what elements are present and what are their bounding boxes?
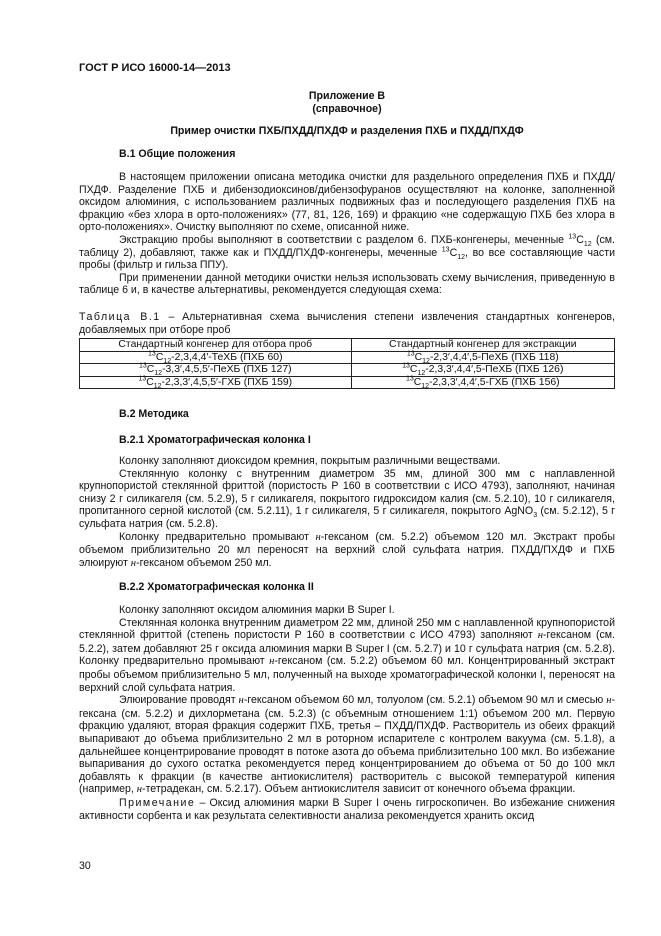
- appendix-type: (справочное): [312, 103, 382, 115]
- section-b1-heading: В.1 Общие положения: [119, 148, 236, 160]
- appendix-label: Приложение В: [308, 90, 386, 102]
- table-caption-label: Таблица В.1: [79, 311, 161, 323]
- table-caption-text: – Альтернативная схема вычисления степени извлечения стандартных конгенеров, добавляемых при отборе проб: [79, 311, 615, 336]
- table-b1: [79, 338, 615, 389]
- table-cell: $^{13}C_{12}-2,3,3',4,4',5$-ГХБ (ПХБ 156): [351, 376, 614, 389]
- section-b2-heading: В.2 Методика: [119, 408, 189, 420]
- appendix-title: Пример очистки ПХБ/ПХДД/ПХДФ и разделения ПХБ и ПХДД/ПХДФ: [170, 125, 524, 137]
- section-b1: [79, 148, 615, 161]
- note-paragraph: [79, 797, 615, 822]
- page-number: 30: [79, 860, 91, 872]
- standard-header: ГОСТ Р ИСО 16000-14—2013: [79, 62, 231, 74]
- paragraph-column2-setup: Стеклянная колонка внутренним диаметром 22 мм, длиной 250 мм с наплавленной крупнопористой стеклянной фриттой (степень пористости P 160 в соответствии с ИСО 4793) заполняют н-гексаном (см. 5.2.2), затем добавляют 25 г оксида алюминия марки B Super I (см. 5.2.7) и 10 г сульфата натрия (см. 5.2.8). Колонку предварительно промывают н-гексаном (см. 5.2.2) объемом 60 мл. Концентрированный экстракт пробы объемом приблизительно 5 мл, полученный на выходе хроматографической колонки I, переносят на верхний слой сульфата натрия.: [79, 616, 615, 694]
- table-cell: $^{13}C_{12}-2,3,3',4,4',5$-ПеХБ (ПХБ 126): [351, 364, 614, 377]
- section-b22-heading: В.2.2 Хроматографическая колонка II: [119, 581, 314, 593]
- section-b22-body: [79, 604, 615, 822]
- paragraph-column2-fill: Колонку заполняют оксидом алюминия марки B Super I.: [119, 604, 395, 616]
- table-cell: $^{13}C_{12}-2,3,3',4,5,5'$-ГХБ (ПХБ 159): [80, 376, 352, 389]
- table-cell: $^{13}C_{12}-3,3',4,5,5'$-ПеХБ (ПХБ 127): [80, 364, 352, 377]
- section-b21-body: [79, 455, 615, 570]
- table-row: [80, 364, 615, 377]
- table-cell: $^{13}C_{12}-2,3',4,4',5$-ПеХБ (ПХБ 118): [351, 351, 614, 364]
- section-b1-body: [79, 171, 615, 297]
- table-header-cell: Стандартный конгенер для отбора проб: [80, 339, 352, 352]
- paragraph-intro: В настоящем приложении описана методика очистки для раздельного определения ПХБ и ПХДД/ПХДФ. Разделение ПХБ и дибензодиоксинов/дибензофуранов осуществляют на колонке, заполненной оксидом алюминия, с использованием различных подвижных фаз и последующего разделения ПХБ на фракцию «без хлора в орто-положениях» (77, 81, 126, 169) и фракцию «не содержащую ПХБ без хлора в орто-положениях». Очистку выполняют по схеме, описанной ниже.: [79, 171, 615, 234]
- paragraph-scheme: При применении данной методики очистки нельзя использовать схему вычисления, приведенную в таблице 6 и, в качестве альтернативы, рекомендуется следующая схема:: [79, 271, 615, 297]
- section-b21-heading: В.2.1 Хроматографическая колонка I: [119, 434, 311, 446]
- section-b21: [79, 434, 615, 447]
- paragraph-column1-setup: Стеклянную колонку с внутренним диаметром 35 мм, длиной 300 мм с наплавленной крупнопористой стеклянной фриттой (пористость Р 160 в соответствии с ИСО 4793), заполняют, начиная снизу 2 г силикагеля (см. 5.2.9), 5 г силикагеля, покрытого гидроксидом калия (см. 5.2.10), 10 г силикагеля, пропитанного серной кислотой (см. 5.2.11), 1 г силикагеля, 5 г силикагеля, покрытого AgNO$_3$ (см. 5.2.12), 5 г сульфата натрия (см. 5.2.8).: [79, 467, 615, 530]
- table-row: [80, 351, 615, 364]
- table-row: [80, 376, 615, 389]
- note-text: – Оксид алюминия марки B Super I очень гигроскопичен. Во избежание снижения активности сорбента и как результата селективности анализа рекомендуется хранить оксид: [79, 796, 615, 822]
- table-b1-caption: [79, 311, 615, 336]
- appendix-heading: [79, 90, 615, 116]
- table-header-cell: Стандартный конгенер для экстракции: [351, 339, 614, 352]
- section-b22: [79, 581, 615, 594]
- paragraph-column1-fill: Колонку заполняют диоксидом кремния, покрытым различными веществами.: [119, 455, 501, 467]
- paragraph-column2-elution: Элюирование проводят н-гексаном объемом 60 мл, толуолом (см. 5.2.1) объемом 90 мл и смесью н-гексана (см. 5.2.2) и дихлорметана (см. 5.2.3) (с объемным отношением 1:1) объемом 200 мл. Первую фракцию удаляют, вторая фракция содержит ПХБ, третья – ПХДД/ПХДФ. Растворитель из обеих фракций выпаривают до объема приблизительно 2 мл в роторном испарителе с контролем вакуума (см. 5.1.8), а дальнейшее концентрирование проводят в потоке азота до объема приблизительно 100 мкл. Во избежание выпаривания до сухого остатка рекомендуется перед концентрированием до объема от 50 до 100 мкл добавлять к фракции (в качестве антиокислителя) растворитель с высокой температурой кипения (например, н-тетрадекан, см. 5.2.17). Объем антиокислителя зависит от конечного объема фракции.: [79, 694, 615, 796]
- table-header-row: [80, 339, 615, 352]
- recovery-table: [79, 338, 615, 389]
- note-label: Примечание: [119, 796, 196, 809]
- table-cell: $^{13}C_{12}-2,3,4,4'$-ТеХБ (ПХБ 60): [80, 351, 352, 364]
- paragraph-column1-elution: Колонку предварительно промывают н-гексаном (см. 5.2.2) объемом 120 мл. Экстракт пробы объемом приблизительно 20 мл переносят на верхний слой сульфата натрия. ПХДД/ПХДФ и ПХБ элюируют н-гексаном объемом 250 мл.: [79, 530, 615, 569]
- paragraph-extraction: Экстракцию пробы выполняют в соответствии с разделом 6. ПХБ-конгенеры, меченные $^{13}C_{12}$ (см. таблицу 2), добавляют, также как и ПХДД/ПХДФ-конгенеры, меченные $^{13}C_{12}$, во все составляющие части пробы (фильтр и гильза ППУ).: [79, 233, 615, 272]
- section-b2: [79, 408, 615, 421]
